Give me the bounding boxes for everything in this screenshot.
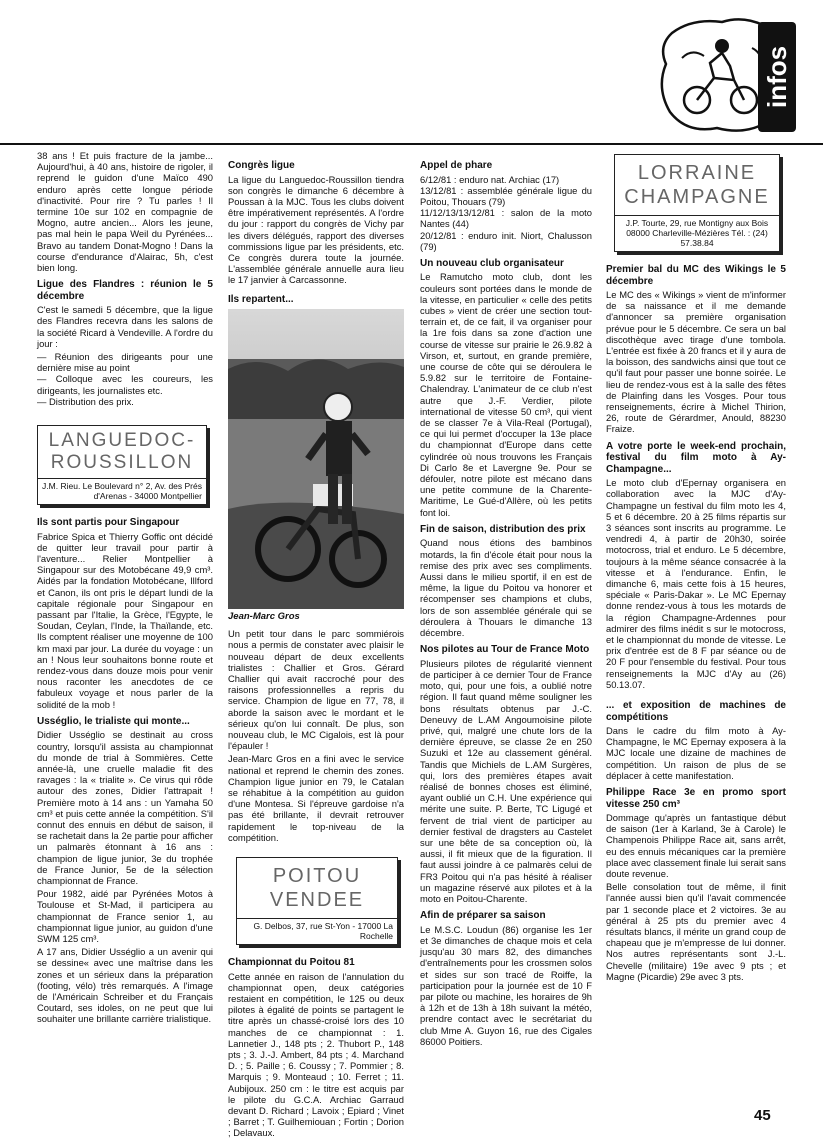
singapour-heading: Ils sont partis pour Singapour <box>37 517 180 529</box>
region-title: ROUSSILLON <box>50 452 194 474</box>
club-heading: Un nouveau club organisateur <box>420 257 564 269</box>
preparer-saison-heading: Afin de préparer sa saison <box>420 910 546 922</box>
usseglio-paragraph: Pour 1982, aidé par Pyrénées Motos à Toulouse et St-Mad, il participera au championnat de France senior 1, au championnat ligue junior, au guidon d'une SWM 125 cm³. <box>37 888 213 944</box>
tour-france-heading: Nos pilotes au Tour de France Moto <box>420 644 590 656</box>
region-title: CHAMPAGNE <box>624 186 770 208</box>
phare-item: 11/12/13/13/12/81 : salon de la moto Nantes (44) <box>420 207 592 230</box>
poitou-paragraph: Cette année en raison de l'annulation du championnat open, deux catégories restaient en compétition, le 125 ou deux pilotes à égalité de points se partagent le titre après un chassé-croisé lors des 10 manches de ce championnat : 1. Lannetier J., 148 pts ; 2. Thubort P., 148 pts ; 3. J.-J. Ambert, 84 pts ; 4. Marchand D. ; 5. Paille ; 6. Coussy ; 7. Pommier ; 8. Marquis ; 9. Monteaud ; 10. Ferret ; 11. Aubijoux. 250 cm : le titre est acquis par le pilote du G.C.A. Archiac Garraud devant D. Richard ; Lavoix ; Epiard ; Vinet ; Barret ; T. Guilhemiouan ; Fortin ; Dorion ; Delavaux. <box>228 970 404 1139</box>
festival-heading: A votre porte le week-end prochain, festival du film moto à Ay-Champagne... <box>606 440 786 475</box>
fin-saison-paragraph: Quand nous étions des bambinos motards, la fin d'école était pour nous la remise des prix avec ses compliments. Aussi dans le milieu sportif, il en est de même, la ligue du Poitou va honorer et récompenser ses champions et clubs, lors de son assemblée générale qui se déroulera à Thouars le dimanche 13 décembre. <box>420 537 592 639</box>
repartent-heading: Ils repartent... <box>228 293 294 305</box>
exposition-paragraph: Dans le cadre du film moto à Ay-Champagne, le MC Epernay exposera à la MJC locale une dizaine de machines de compétition. Un raison de plus de se déplacer à cette manifestation. <box>606 725 786 781</box>
region-address: G. Delbos, 37, rue St-Yon - 17000 La Rochelle <box>237 918 397 944</box>
column-4 <box>606 150 786 984</box>
club-paragraph: Le Ramutcho moto club, dont les couleurs sont portées dans le monde de la vitesse, en particulier « celle des petits cubes » vient de créer une section tout-terrain et, de ce fait, il va organiser pour la 1re fois dans sa zone d'action une course de vitesse sur prairie le 26.9.82 à Virson, et, surtout, en grande première, une course de côte qui se déroulera le 5.9.82 sur le territoire de Fontaine-Chalendray. L'animateur de ce club n'est autre que J.-F. Verdier, pilote international de vitesse 50 cm³, qui vient de se classer 7e à Vila-Real (Portugal), ce qui lui permet d'occuper la 13e place du championnat d'Europe dans cette cylindrée où nous trouvons les Français Di Carlo 8e et Lavergne 9e. Pour se défouler, notre pilote est mécano dans une petite commune de la Charente-Maritime, Le Gué-d'Allère, où les petits font loi. <box>420 271 592 518</box>
festival-paragraph: Le moto club d'Epernay organisera en collaboration avec la MJC d'Ay-Champagne un festival du film moto les 4, 5 et 6 décembre. 20 à 25 films répartis sur 3 séances sont inscrits au programme. Le vendredi 4, à partir de 20h30, soirée motocross, trial et enduro. Le 5 décembre, toujours à la même séance consacrée à la vitesse et à l'endurance. Enfin, le dimanche 6, mais cette fois à 15 heures, spéciale « Paris-Dakar ». Le MC Epernay donne rendez-vous à tous les motards de la région Champagne-Ardennes pour admirer des films inédit s sur le motocross, et le championnat du monde de vitesse. Le prix d'entrée est de 8 F par séance ou de 20 F pour l'ensemble du festival. Pour tous renseignements la MJC d'Ay au (26) 50.13.07. <box>606 477 786 690</box>
tour-france-paragraph: Plusieurs pilotes de régularité viennent de participer à ce dernier Tour de France moto, qui, pour une fois, a oublié notre région. Il faut quand même souligner les bons résultats obtenus par J.-C. Deneuvy de L.AM Angoumoisine pilote privé, qui, malgré une chute lors de la dernière épreuve, se classe 2e en 250 Suzuki et 12e au classement général. Tandis que Michiels de L.AM Surgères, qui, lors des premières étapes avait réalisé de bonnes choses est éliminé, ayant oublié un C.H. Une expérience qui mérite une suite. P. Berte, TC Ligugé et fervent de trial vient de participer au dernier festival de dragsters au Castelet sur une bête de sa conception où, là aussi, il fit mieux que de la figuration. Il faut aussi joindre à ce palmarès celui de FR3 Poitou qui n'a pas hésité à réaliser un magazine réservé aux pilotes et à la moto en Poitou-Charente. <box>420 657 592 904</box>
region-title: LANGUEDOC- <box>48 430 196 452</box>
infos-logo <box>652 8 802 140</box>
exposition-heading: ... et exposition de machines de compétitions <box>606 700 786 723</box>
flandres-item: — Réunion des dirigeants pour une dernière mise au point <box>37 351 213 374</box>
region-title: POITOU <box>272 865 362 888</box>
region-address: J.M. Rieu. Le Boulevard n° 2, Av. des Prés d'Arenas - 34000 Montpellier <box>38 478 206 504</box>
region-box-lorraine <box>614 154 780 252</box>
column-2 <box>228 150 404 1141</box>
column-1 <box>37 150 213 1027</box>
congres-paragraph: La ligue du Languedoc-Roussillon tiendra son congrès le dimanche 6 décembre à Poussan à la MJC. Tous les clubs doivent être impérativement représentés. A l'ordre du jour : rapport du congrès de Vichy par les divers délégués, rapport des diverses commissions ligue par les présidents, etc. Ce congrès durera toute la journée. L'assemblée générale annuelle aura lieu le 17 janvier à Carcassonne. <box>228 173 404 286</box>
repartent-paragraph: Un petit tour dans le parc sommiérois nous a permis de constater avec plaisir le nouveau départ de deux excellents trialistes : Challier et Gros. Gérard Challier qui avait raccroché pour des raisons professionnelles a repris du service. Champion de ligue en 77, 78, il aborde la saison avec le mordant et le sérieux qu'on lui connaît. De plus, son nouveau club, le MC Cigalois, est là pour l'épauler ! <box>228 628 404 752</box>
race-paragraph: Belle consolation tout de même, il finit l'année aussi bien qu'il l'avait commencée par 1 seconde place et 2 victoires. 3e au général à 25 pts du premier avec 4 résultats blancs, il mérite un grand coup de chapeau que je m'empresse de lui donner. Nos autres représentants sont J.-L. Chevelle (militaire) 19e avec 9 pts ; et Magne (Picardie) 29e avec 3 pts. <box>606 881 786 982</box>
usseglio-heading: Usséglio, le trialiste qui monte... <box>37 715 190 727</box>
region-box-languedoc <box>37 425 207 505</box>
page-number: 45 <box>754 1107 771 1124</box>
preparer-saison-paragraph: Le M.S.C. Loudun (86) organise les 1er et 3e dimanches de chaque mois et cela jusqu'au 30 mars 82, des dimanches d'entraînements pour les crossmen solos et sides sur son tracé de Roiffe, la participation pour la journée est de 10 F par pilote ou machine, les horaires de 9h à 12h et de 13h à 18h suivant la météo, prendre contact avec le secrétariat du club Mme A. Guyon 16, rue des Cigales 86000 Poitiers. <box>420 923 592 1047</box>
region-title: VENDEE <box>269 889 365 912</box>
usseglio-paragraph: A 17 ans, Didier Usséglio a un avenir qui se dessine« avec une maîtrise dans les zones et un sérieux dans la préparation (footing, vélo) très remarqués. A l'image de l'Américain Schreiber et du Français Coutard, ses idoles, on ne peut que lui souhaiter une brillante carrière trialistique. <box>37 946 213 1025</box>
region-address: J.P. Tourte, 29, rue Montigny aux Bois 08000 Charleville-Mézières Tél. : (24) 57.38.84 <box>615 215 779 251</box>
flandres-paragraph: C'est le samedi 5 décembre, que la ligue des Flandres recevra dans les salons de la société Ricard à Vendeville. A l'ordre du jour : <box>37 304 213 349</box>
congres-heading: Congrès ligue <box>228 160 295 171</box>
usseglio-paragraph: Didier Usséglio se destinait au cross country, lorsqu'il assista au championnat du monde de trial à Sommières. Cette année-là, une cruelle maladie fit des ravages : la « trialite ». Ce virus qui rôde autour des zones, Didier l'attrapait ! Première moto à 14 ans : un Yamaha 50 cm³ et puis cette année la compétition. S'il connut des ennuis en début de saison, il se rachetait dans la 2e partie pour afficher un palmarès étonnant à 16 ans : champion de ligue junior, 3e du trophée de France Junior, 5e de la sélection championnat de France. <box>37 729 213 886</box>
poitou-heading: Championnat du Poitou 81 <box>228 957 355 969</box>
logo-text: infos <box>762 45 792 109</box>
race-heading: Philippe Race 3e en promo sport vitesse 250 cm³ <box>606 787 786 810</box>
trial-rider-photo-icon <box>228 309 404 609</box>
photo-caption: Jean-Marc Gros <box>228 611 300 623</box>
column-3 <box>420 150 592 1049</box>
race-paragraph: Dommage qu'après un fantastique début de saison (1er à Karland, 3e à Carole) le Champenois Philippe Race ait, sans arrêt, eu des ennuis mécaniques car la première place avec classement finale lui serait sans doute revenue. <box>606 812 786 880</box>
flandres-item: — Colloque avec les coureurs, les dirigeants, les journalistes etc. <box>37 373 213 396</box>
flandres-heading: Ligue des Flandres : réunion le 5 décembre <box>37 279 213 302</box>
region-title: LORRAINE <box>637 162 757 184</box>
wikings-paragraph: Le MC des « Wikings » vient de m'informer de sa naissance et il me demande d'annoncer sa première organisation prévue pour le 5 décembre. Ce sera un bal discothèque avec tirage d'une tombola. L'entrée est fixée à 20 francs et il y aura de la boisson, des sandwichs ainsi que tout ce qu'il faut pour passer une bonne soirée. Le lieu de rendez-vous est à la salle des fêtes de Plainfing dans les Vosges. Pour tous renseignements, écrire à Michel Thirion, 26, route de Gérardmer, Anould, 88230 Fraize. <box>606 289 786 435</box>
phare-heading: Appel de phare <box>420 160 493 171</box>
fin-saison-heading: Fin de saison, distribution des prix <box>420 523 586 535</box>
phare-item: 13/12/81 : assemblée générale ligue du Poitou, Thouars (79) <box>420 184 592 207</box>
intro-paragraph: 38 ans ! Et puis fracture de la jambe... Aujourd'hui, à 40 ans, histoire de rigoler, il reprend le guidon d'une Maïco 490 enduro après cette longue période d'inactivité. Pour rire ? Tu parles ! Il termine 10e sur 102 en compagnie de Mogno, autre ancien... Alors les jeune, pas mal hein le papa Weil du Pyrénées... Bravo au tandem Donat-Mogno ! Dans la course d'endurance d'Alairac, 5h, c'est bien long. <box>37 150 213 274</box>
wikings-heading: Premier bal du MC des Wikings le 5 décembre <box>606 264 786 287</box>
singapour-paragraph: Fabrice Spica et Thierry Goffic ont décidé de quitter leur travail pour partir à l'aventure... Relier Montpellier à Singapour sur des Motobécane 49,9 cm³. Aidés par la fondation Motobécane, Illford et Canon, ils ont pris le départ lundi de la capitale régionale pour Singapour en passant par l'Italie, la Grèce, l'Egypte, le Soudan, Ceylan, l'Inde, la Thaïlande, etc. Ils comptent réaliser une moyenne de 100 km maxi par jour. La durée du voyage : un an ! Nous leur souhaitons bonne route et rendez-vous dans douze mois pour venir nous raconter les anecdotes de ce fabuleux voyage et nous parler de la solidité de la mob ! <box>37 530 213 710</box>
repartent-paragraph: Jean-Marc Gros en a fini avec le service national et reprend le chemin des zones. Champion ligue junior en 79, le Catalan se réhabitue à la compétition au guidon d'une Montesa. Si l'épreuve gardoise n'a pas été brillante, il devrait retrouver rapidement le top-niveau de la compétition. <box>228 753 404 843</box>
phare-item: 20/12/81 : enduro init. Niort, Chalusson (79) <box>420 229 592 252</box>
header-rule <box>0 143 823 145</box>
flandres-item: — Distribution des prix. <box>37 395 134 407</box>
phare-item: 6/12/81 : enduro nat. Archiac (17) <box>420 173 560 185</box>
rider-photo <box>228 309 404 609</box>
region-box-poitou <box>236 857 398 945</box>
